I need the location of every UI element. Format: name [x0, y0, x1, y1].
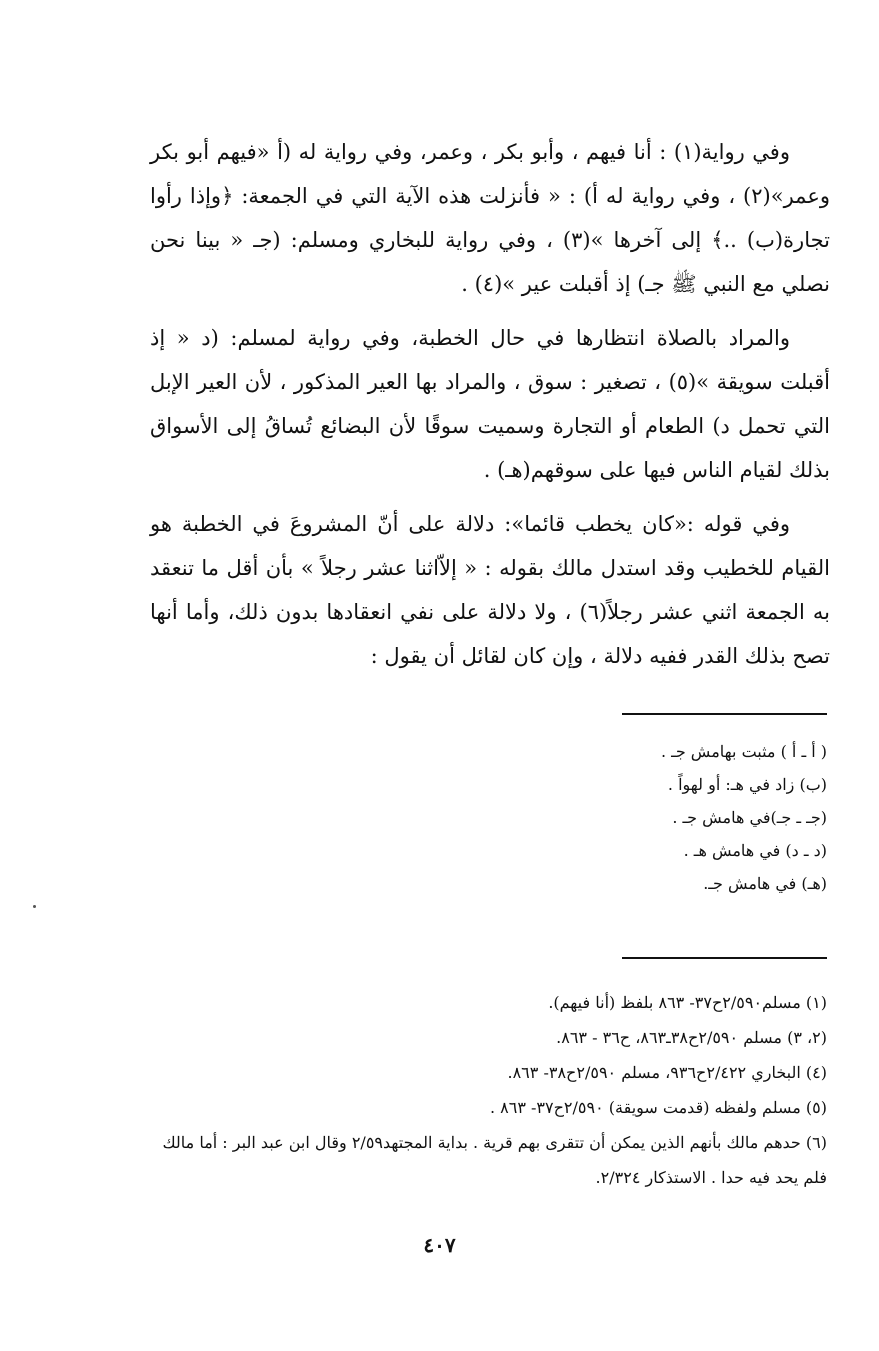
variant-note: (د ـ د) في هامش هـ .	[683, 841, 827, 860]
footnote: (٥) مسلم ولفظه (قدمت سويقة) ٢/٥٩٠ح٣٧- ٨٦٣ .	[489, 1098, 827, 1117]
footnote: (٤) البخاري ٢/٤٢٢ح٩٣٦، مسلم ٢/٥٩٠ح٣٨- ٨٦٣.	[507, 1063, 827, 1082]
footnotes-divider	[622, 957, 827, 959]
scan-speck	[33, 905, 36, 908]
footnotes	[147, 985, 827, 1195]
variant-note: (ب) زاد في هـ: أو لهواً .	[667, 775, 827, 794]
paragraph-2: والمراد بالصلاة انتظارها في حال الخطبة، وفي رواية لمسلم: (د « إذ أقبلت سويقة »(٥) ، تصغير : سوق ، والمراد بها العير المذكور ، لأن العير الإبل التي تحمل د) الطعام أو التجارة وسميت سوقًا لأن البضائع تُساقُ إلى الأسواق بذلك لقيام الناس فيها على سوقهم(هـ) .	[150, 326, 830, 482]
variant-note: (جـ ـ جـ)في هامش جـ .	[672, 808, 827, 827]
page-number: ٤٠٧	[423, 1233, 456, 1257]
variant-note: (هـ) في هامش جـ.	[703, 874, 827, 893]
footnote: (٦) حدهم مالك بأنهم الذين يمكن أن تتقرى بهم قرية . بداية المجتهد٢/٥٩ وقال ابن عبد البر : أما مالك فلم يحد فيه حدا . الاستذكار ٢/٣٢٤.	[162, 1133, 827, 1187]
variant-notes	[167, 735, 827, 900]
variant-notes-divider	[622, 713, 827, 715]
footnote: (١) مسلم٢/٥٩٠ح٣٧- ٨٦٣ بلفظ (أنا فيهم).	[548, 993, 827, 1012]
paragraph-1: وفي رواية(١) : أنا فيهم ، وأبو بكر ، وعمر، وفي رواية له (أ «فيهم أبو بكر وعمر»(٢) ، وفي رواية له أ) : « فأنزلت هذه الآية التي في الجمعة: ﴿وإذا رأوا تجارة(ب) ..﴾ إلى آخرها »(٣) ، وفي رواية للبخاري ومسلم: (جـ « بينا نحن نصلي مع النبي ﷺ جـ) إذ أقبلت عير »(٤) .	[150, 140, 830, 296]
footnote: (٢، ٣) مسلم ٢/٥٩٠ح٣٨ـ٨٦٣، ح٣٦ - ٨٦٣.	[556, 1028, 827, 1047]
paragraph-3: وفي قوله :«كان يخطب قائما»: دلالة على أنّ المشروعَ في الخطبة هو القيام للخطيب وقد استدل مالك بقوله : « إلاّاثنا عشر رجلاً » بأن أقل ما تنعقد به الجمعة اثني عشر رجلاً(٦) ، ولا دلالة على نفي انعقادها بدون ذلك، وأما أنها تصح بذلك القدر ففيه دلالة ، وإن كان لقائل أن يقول :	[150, 512, 830, 668]
main-text	[150, 130, 830, 688]
variant-note: ( أ ـ أ ) مثبت بهامش جـ .	[660, 742, 827, 761]
